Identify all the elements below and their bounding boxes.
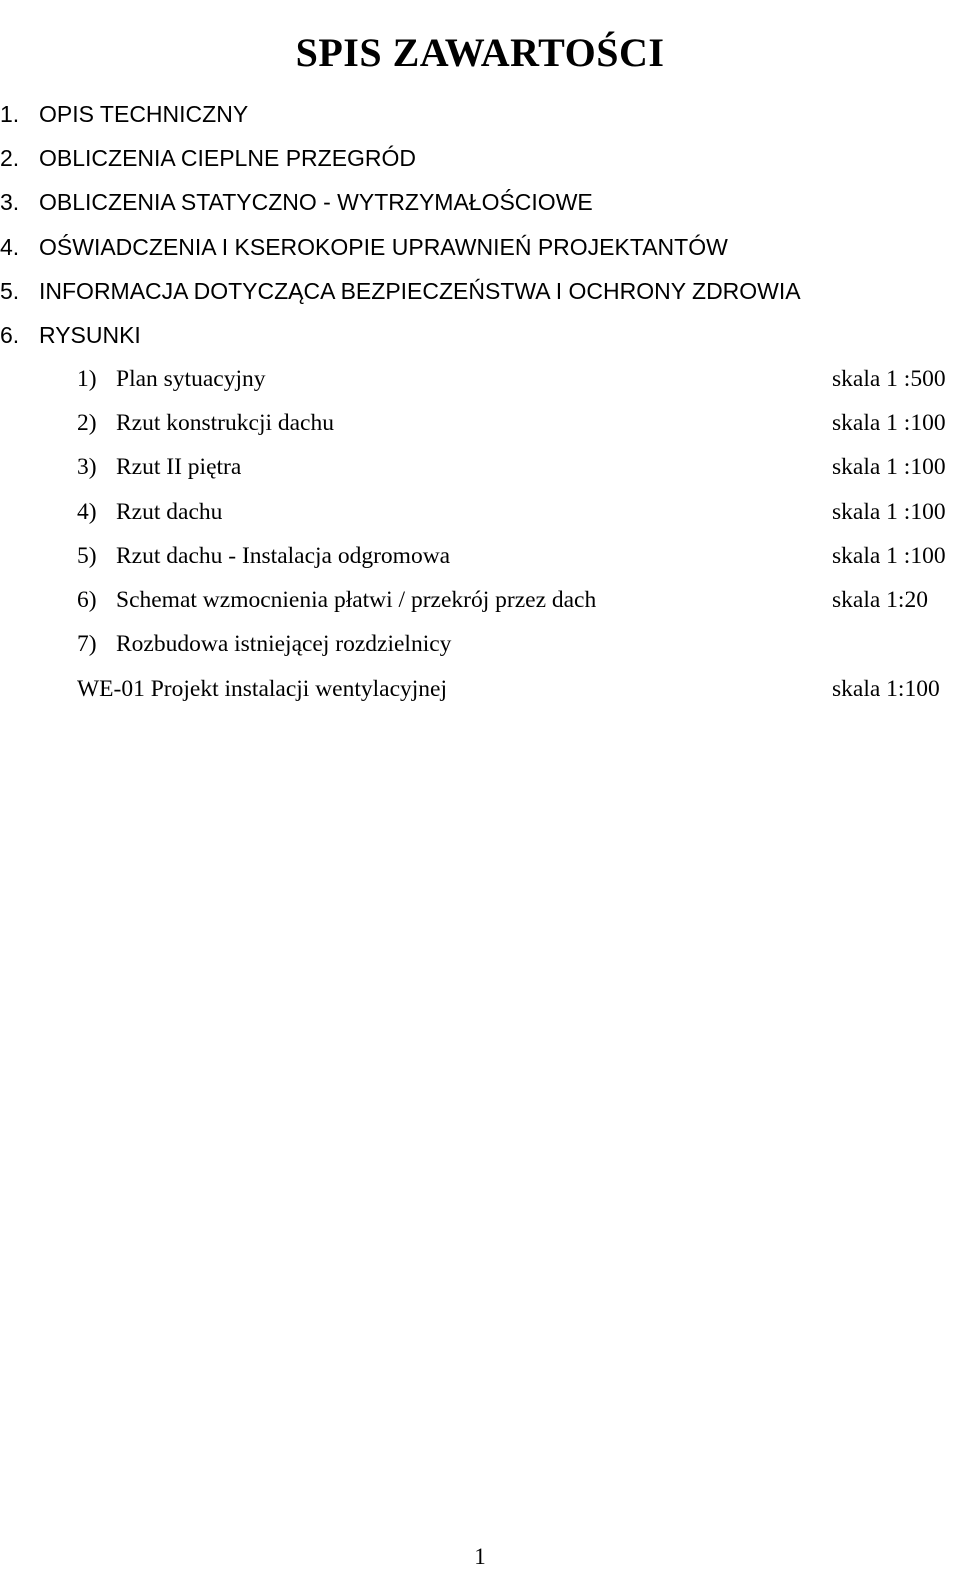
- toc-item-number: 4.: [0, 233, 20, 260]
- drawing-item: [0, 401, 960, 445]
- drawing-scale: skala 1 :100: [832, 498, 946, 525]
- toc-item-number: 3.: [0, 189, 20, 216]
- drawing-title: Schemat wzmocnienia płatwi / przekrój przez dach: [116, 587, 597, 614]
- toc-item-label: OBLICZENIA STATYCZNO - WYTRZYMAŁOŚCIOWE: [39, 189, 593, 216]
- toc-item: [0, 225, 960, 269]
- drawing-scale: skala 1:100: [832, 675, 940, 702]
- drawing-title: Rzut dachu: [116, 498, 223, 525]
- toc-item: [0, 92, 960, 136]
- drawing-item: [0, 578, 960, 622]
- drawing-number: 6): [77, 587, 97, 614]
- toc-item: [0, 181, 960, 225]
- drawing-title: Rozbudowa istniejącej rozdzielnicy: [116, 631, 452, 658]
- drawing-number: 2): [77, 409, 97, 436]
- drawing-item: [0, 534, 960, 578]
- drawing-title: WE-01 Projekt instalacji wentylacyjnej: [77, 675, 448, 702]
- toc-item: [0, 136, 960, 180]
- drawing-title: Rzut dachu - Instalacja odgromowa: [116, 542, 451, 569]
- toc-item-label: INFORMACJA DOTYCZĄCA BEZPIECZEŃSTWA I OCHRONY ZDROWIA: [39, 277, 801, 304]
- toc-item-label: RYSUNKI: [39, 322, 141, 349]
- drawing-number: 5): [77, 542, 97, 569]
- drawing-number: 4): [77, 498, 97, 525]
- drawing-scale: skala 1 :100: [832, 454, 946, 481]
- drawing-item: [0, 490, 960, 534]
- drawing-scale: skala 1 :100: [832, 542, 946, 569]
- drawing-number: 3): [77, 454, 97, 481]
- page-number: 1: [474, 1544, 486, 1569]
- drawing-title: Plan sytuacyjny: [116, 365, 266, 392]
- toc-item: [0, 269, 960, 313]
- drawing-item: [0, 446, 960, 490]
- toc-item-label: OPIS TECHNICZNY: [39, 100, 249, 127]
- drawing-scale: skala 1:20: [832, 587, 928, 614]
- drawing-title: Rzut II piętra: [116, 454, 242, 481]
- drawing-number: 1): [77, 365, 97, 392]
- toc-item-label: OBLICZENIA CIEPLNE PRZEGRÓD: [39, 144, 417, 171]
- page-title: SPIS ZAWARTOŚCI: [295, 29, 665, 75]
- table-of-contents: [0, 92, 960, 358]
- drawing-scale: skala 1 :100: [832, 409, 946, 436]
- toc-item-number: 6.: [0, 322, 20, 349]
- toc-item-label: OŚWIADCZENIA I KSEROKOPIE UPRAWNIEŃ PROJEKTANTÓW: [39, 233, 728, 260]
- drawing-scale: skala 1 :500: [832, 365, 946, 392]
- drawing-item: [0, 623, 960, 667]
- toc-item: [0, 313, 960, 357]
- toc-item-number: 1.: [0, 100, 20, 127]
- toc-item-number: 5.: [0, 277, 20, 304]
- toc-item-number: 2.: [0, 144, 20, 171]
- drawing-item: [0, 667, 960, 711]
- drawing-title: Rzut konstrukcji dachu: [116, 409, 334, 436]
- drawing-item: [0, 357, 960, 401]
- drawing-number: 7): [77, 631, 97, 658]
- drawings-list: [0, 357, 960, 711]
